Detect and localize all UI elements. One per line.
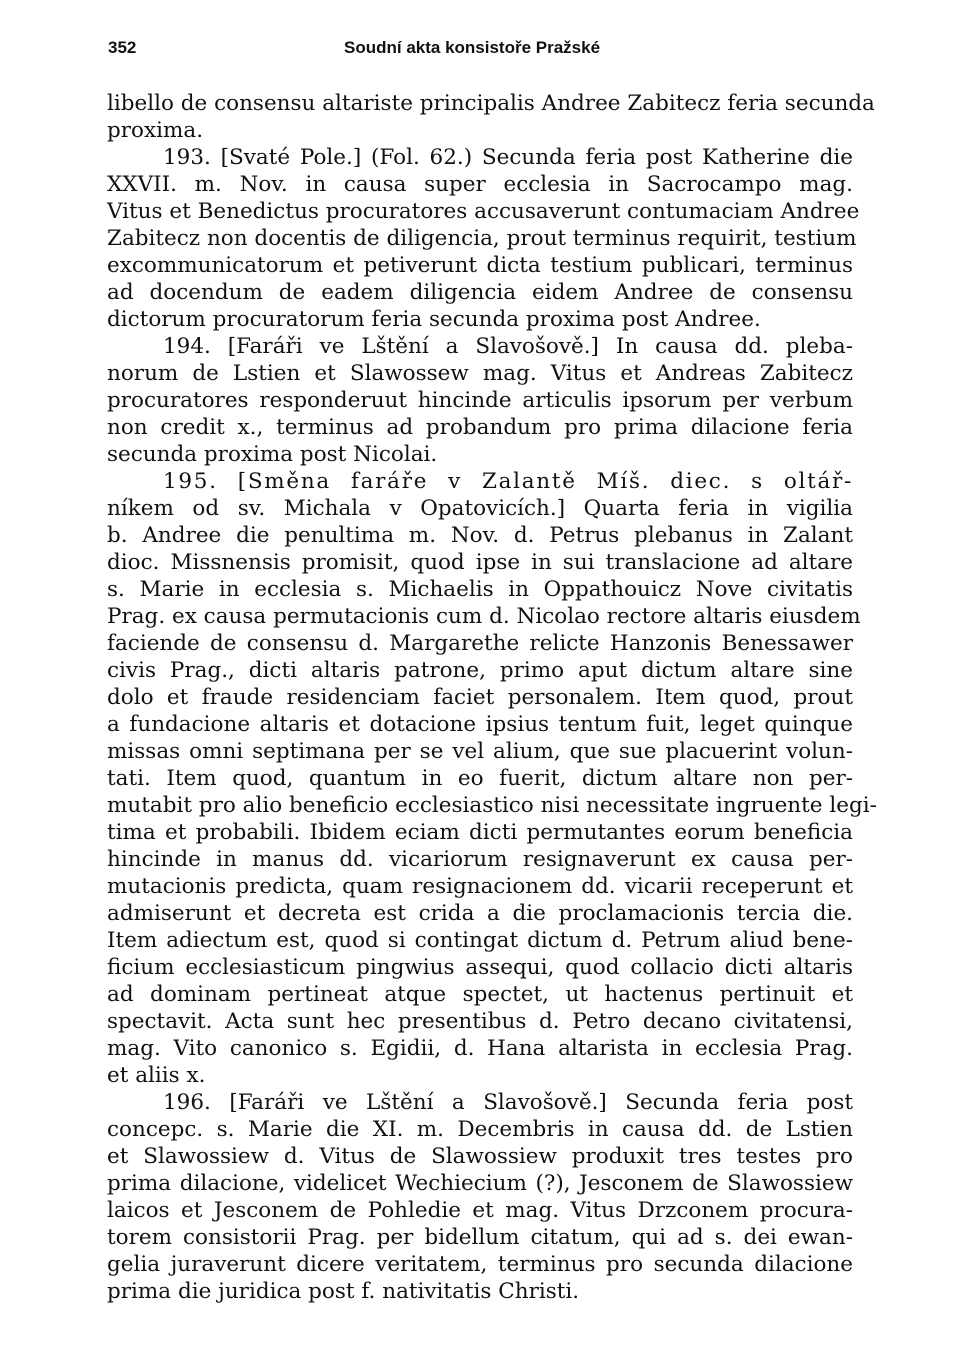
page-header-title: Soudní akta konsistoře Pražské [344,38,601,57]
text-line: tima et probabili. Ibidem eciam dicti permutantes eorum beneficia [107,820,853,845]
text-line: dolo et fraude residenciam faciet personalem. Item quod, prout [107,685,853,710]
running-header [108,38,853,60]
text-line: prima die juridica post f. nativitatis Christi. [107,1279,580,1304]
text-line: et aliis x. [107,1063,206,1088]
text-line: mutacionis predicta, quam resignacionem dd. vicarii receperunt et [107,874,853,899]
text-line: ficium ecclesiasticum pingwius assequi, quod collacio dicti altaris [107,955,853,980]
text-line: missas omni septimana per se vel alium, que sue placuerint volun- [107,739,853,764]
text-line: ad docendum de eadem diligencia eidem Andree de consensu [107,280,853,305]
text-line: s. Marie in ecclesia s. Michaelis in Oppathouicz Nove civitatis [107,577,853,602]
text-line: tati. Item quod, quantum in eo fuerit, dictum altare non per- [107,766,853,791]
text-line: libello de consensu altariste principalis Andree Zabitecz feria secunda [107,91,875,116]
text-line: mag. Vito canonico s. Egidii, d. Hana altarista in ecclesia Prag. [107,1036,853,1061]
text-line: non credit x., terminus ad probandum pro prima dilacione feria [107,415,853,440]
text-line: Zabitecz non docentis de diligencia, prout terminus requirit, testium [107,226,857,251]
text-line: a fundacione altaris et dotacione ipsius tentum fuit, leget quinque [107,712,853,737]
text-line: hincinde in manus dd. vicariorum resignaverunt ex causa per- [107,847,853,872]
text-line: spectavit. Acta sunt hec presentibus d. Petro decano civitatensi, [107,1009,853,1034]
body-text [107,90,877,1305]
text-line: Item adiectum est, quod si contingat dictum d. Petrum aliud bene- [107,928,853,953]
text-line: dictorum procuratorum feria secunda proxima post Andree. [107,307,761,332]
text-line: torem consistorii Prag. per bidellum citatum, qui ad s. dei ewan- [107,1225,853,1250]
text-line: níkem od sv. Michala v Opatovicích.] Quarta feria in vigilia [107,496,853,521]
text-line: proxima. [107,118,204,143]
entry-193-heading: 193. [Svaté Pole.] (Fol. 62.) Secunda feria post Katherine die [163,145,853,170]
text-line: civis Prag., dicti altaris patrone, primo aput dictum altare sine [107,658,853,683]
text-line: prima dilacione, videlicet Wechiecium (?), Jesconem de Slawossiew [107,1171,853,1196]
text-line: b. Andree die penultima m. Nov. d. Petrus plebanus in Zalant [107,523,853,548]
text-line: faciende de consensu d. Margarethe relicte Hanzonis Benessawer [107,631,853,656]
text-line: Prag. ex causa permutacionis cum d. Nicolao rectore altaris eiusdem [107,604,861,629]
text-line: secunda proxima post Nicolai. [107,442,438,467]
text-line: XXVII. m. Nov. in causa super ecclesia in Sacrocampo mag. [107,172,853,197]
text-line: mutabit pro alio beneficio ecclesiastico nisi necessitate ingruente legi- [107,793,877,818]
text-line: dioc. Missnensis promisit, quod ipse in sui translacione ad altare [107,550,853,575]
text-line: procuratores responderuut hincinde articulis ipsorum per verbum [107,388,853,413]
text-line: Vitus et Benedictus procuratores accusaverunt contumaciam Andree [107,199,860,224]
entry-196-heading: 196. [Faráři ve Lštění a Slavošově.] Secunda feria post [163,1090,853,1115]
text-line: gelia juraverunt dicere veritatem, terminus pro secunda dilacione [107,1252,853,1277]
text-line: ad dominam pertineat atque spectet, ut hactenus pertinuit et [107,982,853,1007]
text-line: norum de Lstien et Slawossew mag. Vitus et Andreas Zabitecz [107,361,853,386]
text-line: admiserunt et decreta est crida a die proclamacionis tercia die. [107,901,853,926]
entry-194-heading: 194. [Faráři ve Lštění a Slavošově.] In causa dd. pleba- [163,334,853,359]
text-line: concepc. s. Marie die XI. m. Decembris in causa dd. de Lstien [107,1117,853,1142]
text-line: et Slawossiew d. Vitus de Slawossiew produxit tres testes pro [107,1144,853,1169]
text-line: laicos et Jesconem de Pohledie et mag. Vitus Drzconem procura- [107,1198,853,1223]
page-number: 352 [108,38,137,57]
text-line: excommunicatorum et petiverunt dicta testium publicari, terminus [107,253,853,278]
entry-195-heading: 195. [Směna faráře v Zalantě Míš. diec. s oltář- [163,469,853,494]
